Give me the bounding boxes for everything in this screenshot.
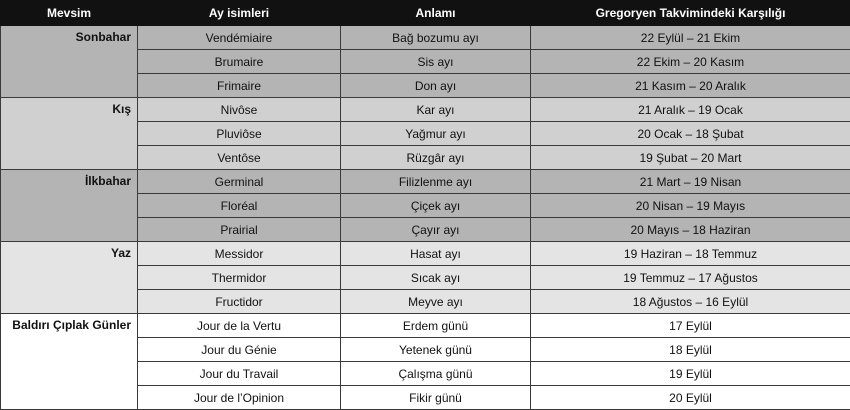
month-name-cell: Jour du Génie xyxy=(138,338,341,362)
gregorian-cell: 19 Haziran – 18 Temmuz xyxy=(531,242,850,266)
month-name-cell: Nivôse xyxy=(138,98,341,122)
month-name-cell: Fructidor xyxy=(138,290,341,314)
table-row xyxy=(1,314,850,338)
meaning-cell: Yağmur ayı xyxy=(341,122,531,146)
table-row xyxy=(1,170,850,194)
meaning-cell: Filizlenme ayı xyxy=(341,170,531,194)
meaning-cell: Erdem günü xyxy=(341,314,531,338)
season-cell: İlkbahar xyxy=(1,170,138,242)
meaning-cell: Çalışma günü xyxy=(341,362,531,386)
month-name-cell: Ventôse xyxy=(138,146,341,170)
month-name-cell: Germinal xyxy=(138,170,341,194)
gregorian-cell: 20 Mayıs – 18 Haziran xyxy=(531,218,850,242)
meaning-cell: Yetenek günü xyxy=(341,338,531,362)
meaning-cell: Sıcak ayı xyxy=(341,266,531,290)
meaning-cell: Bağ bozumu ayı xyxy=(341,26,531,50)
meaning-cell: Çayır ayı xyxy=(341,218,531,242)
meaning-cell: Sis ayı xyxy=(341,50,531,74)
table-row xyxy=(1,98,850,122)
month-name-cell: Jour du Travail xyxy=(138,362,341,386)
season-cell: Yaz xyxy=(1,242,138,314)
table-header xyxy=(1,1,850,26)
gregorian-cell: 19 Şubat – 20 Mart xyxy=(531,146,850,170)
meaning-cell: Don ayı xyxy=(341,74,531,98)
gregorian-cell: 20 Nisan – 19 Mayıs xyxy=(531,194,850,218)
header-gregorian: Gregoryen Takvimindeki Karşılığı xyxy=(531,1,850,26)
gregorian-cell: 21 Kasım – 20 Aralık xyxy=(531,74,850,98)
table-row xyxy=(1,242,850,266)
month-name-cell: Frimaire xyxy=(138,74,341,98)
month-name-cell: Pluviôse xyxy=(138,122,341,146)
meaning-cell: Hasat ayı xyxy=(341,242,531,266)
month-name-cell: Prairial xyxy=(138,218,341,242)
gregorian-cell: 17 Eylül xyxy=(531,314,850,338)
season-cell: Sonbahar xyxy=(1,26,138,98)
month-name-cell: Jour de la Vertu xyxy=(138,314,341,338)
month-name-cell: Messidor xyxy=(138,242,341,266)
season-cell: Baldırı Çıplak Günler xyxy=(1,314,138,410)
month-name-cell: Brumaire xyxy=(138,50,341,74)
meaning-cell: Fikir günü xyxy=(341,386,531,410)
month-name-cell: Floréal xyxy=(138,194,341,218)
month-name-cell: Vendémiaire xyxy=(138,26,341,50)
gregorian-cell: 21 Mart – 19 Nisan xyxy=(531,170,850,194)
header-month-names: Ay isimleri xyxy=(138,1,341,26)
month-name-cell: Thermidor xyxy=(138,266,341,290)
table-body xyxy=(1,26,850,410)
table-row xyxy=(1,26,850,50)
gregorian-cell: 21 Aralık – 19 Ocak xyxy=(531,98,850,122)
gregorian-cell: 19 Temmuz – 17 Ağustos xyxy=(531,266,850,290)
gregorian-cell: 19 Eylül xyxy=(531,362,850,386)
meaning-cell: Kar ayı xyxy=(341,98,531,122)
gregorian-cell: 18 Eylül xyxy=(531,338,850,362)
meaning-cell: Çiçek ayı xyxy=(341,194,531,218)
gregorian-cell: 22 Eylül – 21 Ekim xyxy=(531,26,850,50)
meaning-cell: Rüzgâr ayı xyxy=(341,146,531,170)
gregorian-cell: 20 Ocak – 18 Şubat xyxy=(531,122,850,146)
season-cell: Kış xyxy=(1,98,138,170)
header-season: Mevsim xyxy=(1,1,138,26)
gregorian-cell: 22 Ekim – 20 Kasım xyxy=(531,50,850,74)
gregorian-cell: 18 Ağustos – 16 Eylül xyxy=(531,290,850,314)
meaning-cell: Meyve ayı xyxy=(341,290,531,314)
header-meaning: Anlamı xyxy=(341,1,531,26)
gregorian-cell: 20 Eylül xyxy=(531,386,850,410)
month-name-cell: Jour de l’Opinion xyxy=(138,386,341,410)
